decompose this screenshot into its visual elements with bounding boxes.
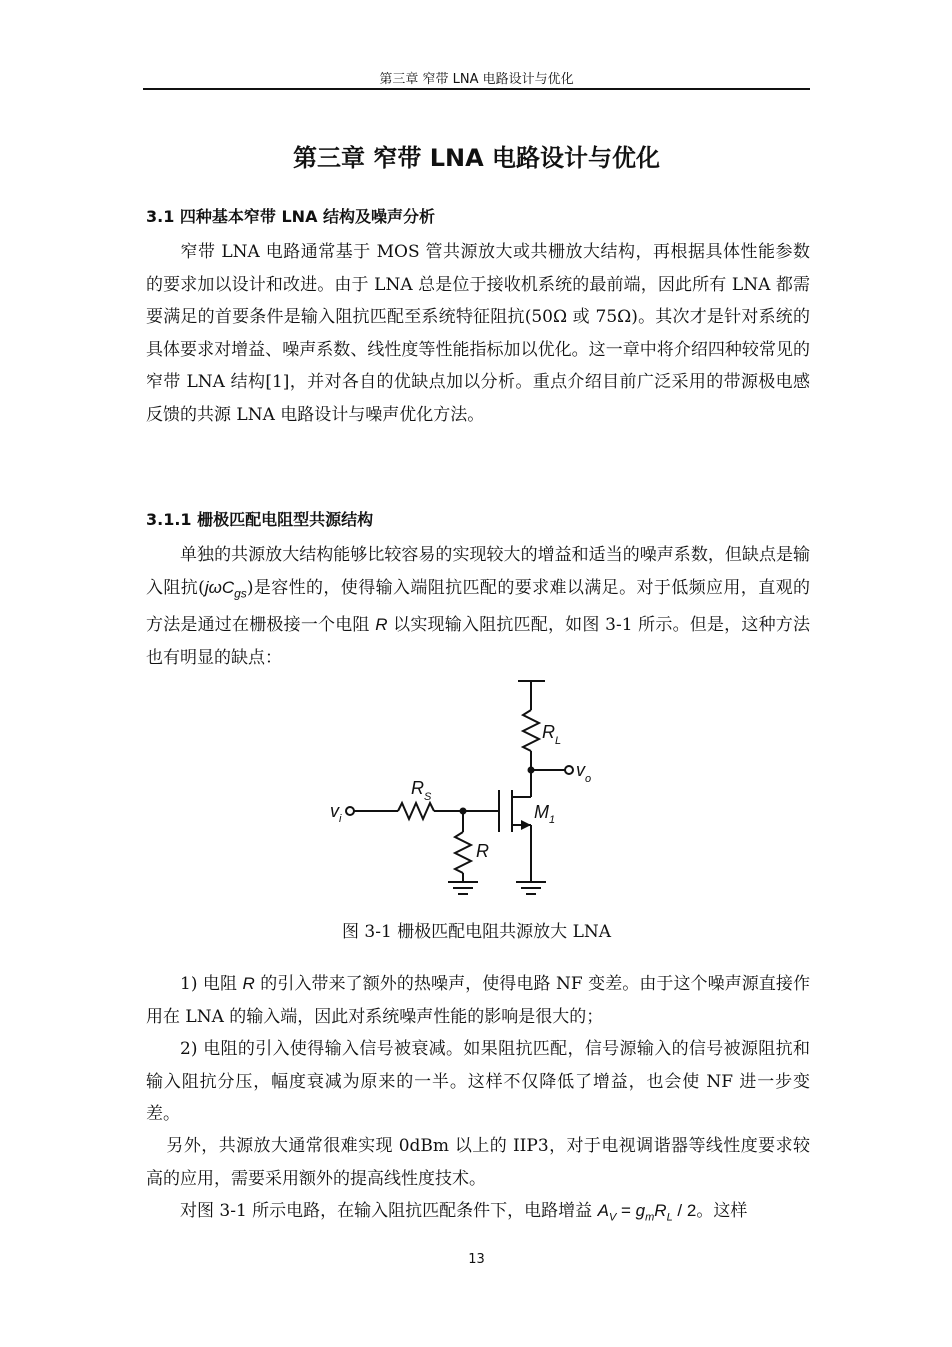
- gain-a-sub: V: [608, 1211, 617, 1224]
- resistor-rl: [523, 710, 539, 751]
- gain-text-a: 对图 3-1 所示电路，在输入阻抗匹配条件下，电路增益: [180, 1201, 598, 1221]
- label-vi-sub: i: [339, 813, 342, 825]
- gain-g: g: [635, 1201, 646, 1220]
- gain-eq: =: [616, 1201, 636, 1220]
- list-item-1-b: 的引入带来了额外的热噪声，使得电路 NF 变差。由于这个噪声源直接作用在 LNA 的输入端，因此对系统噪声性能的影响是很大的；: [146, 974, 810, 1027]
- math-c-sub: gs: [234, 585, 247, 600]
- label-vi: v: [330, 801, 339, 821]
- figure-caption: 图 3-1 栅极匹配电阻共源放大 LNA: [341, 922, 612, 942]
- paragraph-gain: [146, 1195, 810, 1234]
- section-3-1-text: 窄带 LNA 电路通常基于 MOS 管共源放大或共栅放大结构，再根据具体性能参数的要求加以设计和改进。由于 LNA 总是位于接收机系统的最前端，因此所有 LNA 都需要满足的首要条件是输入阻抗匹配至系统特征阻抗(50Ω 或 75Ω)。其次才是针对系统的具体要求对增益、噪声系数、线性度等性能指标加以优化。这一章中将介绍四种较常见的窄带 LNA 结构[1]，并对各自的优缺点加以分析。重点介绍目前广泛采用的带源极电感反馈的共源 LNA 电路设计与噪声优化方法。: [146, 242, 810, 425]
- p1-text-c: 以实现输入阻抗匹配，如图 3-1 所示。但是，这种方法也有明显的缺点：: [146, 615, 810, 668]
- gain-g-sub: m: [645, 1211, 655, 1224]
- label-vo-sub: o: [585, 773, 592, 785]
- list-item-2: [146, 1033, 810, 1131]
- output-terminal: [565, 766, 573, 774]
- label-m1: M: [534, 802, 549, 822]
- running-header: 第三章 窄带 LNA 电路设计与优化: [379, 72, 574, 87]
- gain-a: A: [597, 1201, 609, 1220]
- node-drain-dot: [528, 767, 535, 774]
- input-terminal: [346, 807, 354, 815]
- label-vo: v: [576, 760, 585, 780]
- source-arrow: [521, 820, 531, 830]
- p1-text-b: )是容性的，使得输入端阻抗匹配的要求难以满足。对于低频应用，直观的方法是通过在栅极接一个电阻: [146, 577, 810, 636]
- list-item-2-text: 2) 电阻的引入使得输入信号被衰减。如果阻抗匹配，信号源输入的信号被源阻抗和输入阻抗分压，幅度衰减为原来的一半。这样不仅降低了增益，也会使 NF 进一步变差。: [146, 1039, 810, 1124]
- math-r: R: [375, 615, 388, 635]
- node-gate-dot: [460, 808, 467, 815]
- gain-end: 。这样: [696, 1201, 748, 1221]
- label-rl: R: [542, 722, 555, 742]
- gain-r: R: [654, 1201, 667, 1220]
- paragraph-iip3: [146, 1130, 810, 1195]
- section-heading-3-1-1: 3.1.1 栅极匹配电阻型共源结构: [146, 510, 374, 529]
- resistor-r: [455, 832, 471, 873]
- section-heading-3-1: 3.1 四种基本窄带 LNA 结构及噪声分析: [146, 207, 436, 226]
- section-3-1-paragraph: [146, 236, 810, 431]
- p1-text-a: 单独的共源放大结构能够比较容易的实现较大的增益和适当的噪声系数，但缺点是输入阻抗(: [146, 545, 810, 598]
- list-item-1-a: 1) 电阻: [180, 974, 243, 994]
- label-rs: R: [411, 778, 424, 798]
- list-item-1: [146, 968, 810, 1033]
- section-3-1-1-paragraph: [146, 539, 810, 674]
- gain-tail: / 2: [672, 1201, 697, 1220]
- label-m1-sub: 1: [549, 814, 556, 826]
- label-r: R: [476, 841, 489, 861]
- label-rl-sub: L: [555, 735, 562, 747]
- paragraph-iip3-text: 另外，共源放大通常很难实现 0dBm 以上的 IIP3，对于电视调谐器等线性度要求较高的应用，需要采用额外的提高线性度技术。: [146, 1136, 810, 1189]
- math-c: C: [221, 577, 235, 597]
- list-item-1-r: R: [242, 974, 255, 993]
- chapter-title: 第三章 窄带 LNA 电路设计与优化: [292, 144, 661, 172]
- math-j-omega: jω: [204, 577, 222, 597]
- gain-r-sub: L: [666, 1211, 673, 1224]
- page-number: 13: [468, 1252, 485, 1267]
- header-rule: [143, 88, 810, 90]
- resistor-rs: [398, 803, 434, 819]
- label-rs-sub: S: [424, 791, 432, 803]
